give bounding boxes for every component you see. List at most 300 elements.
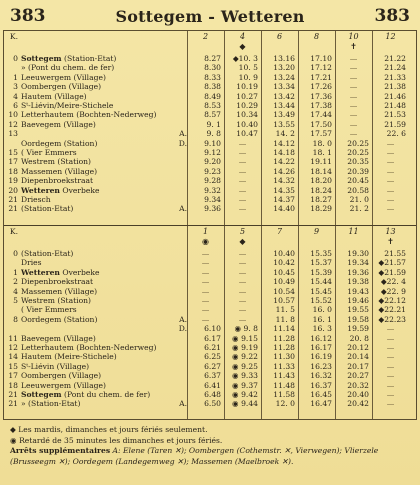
departure-time: — bbox=[386, 138, 395, 148]
km-value: 6 bbox=[13, 101, 18, 110]
departure-time: 18.27 bbox=[310, 195, 332, 204]
departure-time: 8.57 bbox=[204, 110, 221, 120]
train-mark bbox=[338, 237, 369, 247]
departure-time: 11.14 bbox=[273, 324, 295, 334]
departure-time: 11.33 bbox=[273, 361, 295, 371]
train-number-header: 7 bbox=[276, 227, 283, 236]
km-value: 14 bbox=[8, 352, 18, 362]
departure-time: 19.58 bbox=[347, 314, 369, 324]
departure-time: ◆21.59 bbox=[378, 267, 406, 277]
departure-time: 16.37 bbox=[310, 380, 332, 390]
departure-time: 19.55 bbox=[347, 305, 369, 315]
arrival-departure-mark: A. bbox=[179, 204, 187, 214]
departure-time: ◉ 9.44 bbox=[232, 399, 258, 409]
departure-time: ◉ 9.37 bbox=[232, 380, 258, 390]
train-mark bbox=[264, 237, 295, 247]
departure-time: — bbox=[386, 399, 395, 409]
departure-time: 6.21 bbox=[204, 343, 221, 352]
departure-time: 14.37 bbox=[273, 195, 295, 204]
departure-time: 10.45 bbox=[273, 267, 295, 277]
departure-time: — bbox=[238, 204, 247, 214]
station-name: Oombergen (Village) bbox=[21, 372, 102, 381]
line-number-right: 383 bbox=[374, 6, 410, 26]
train-mark: ✝ bbox=[350, 42, 357, 51]
section-divider bbox=[4, 225, 416, 226]
departure-time: — bbox=[349, 54, 358, 63]
departure-time: — bbox=[238, 185, 247, 195]
timetable-row bbox=[4, 83, 416, 92]
departure-time: 21.55 bbox=[384, 249, 406, 258]
departure-time: 11.28 bbox=[273, 333, 295, 343]
departure-time: ◆22. 9 bbox=[380, 286, 406, 296]
train-number-header: 6 bbox=[276, 32, 283, 41]
departure-time: 15.35 bbox=[310, 249, 332, 258]
departure-time: 21.48 bbox=[384, 101, 406, 110]
departure-time: — bbox=[238, 305, 247, 315]
departure-time: 14. 2 bbox=[275, 129, 295, 139]
km-value: 5 bbox=[13, 296, 18, 305]
arrival-departure-mark: A. bbox=[179, 314, 187, 324]
km-value: 18 bbox=[8, 380, 18, 390]
departure-time: 17.50 bbox=[310, 119, 332, 129]
departure-time: 17.44 bbox=[310, 110, 332, 120]
departure-time: 19.46 bbox=[347, 296, 369, 305]
departure-time: — bbox=[349, 110, 358, 120]
departure-time: 12. 0 bbox=[275, 399, 295, 409]
departure-time: ◆10. 3 bbox=[232, 54, 258, 63]
train-number-header: 8 bbox=[313, 32, 320, 41]
departure-time: 17.10 bbox=[310, 54, 332, 63]
km-value: 17 bbox=[8, 371, 18, 381]
station-name: Wetteren Overbeke bbox=[21, 186, 100, 195]
km-value: 1 bbox=[13, 267, 18, 277]
train-mark bbox=[301, 237, 332, 247]
departure-time: 20.35 bbox=[347, 157, 369, 167]
station-name: Westrem (Station) bbox=[21, 297, 92, 305]
departure-time: 11.58 bbox=[273, 390, 295, 399]
timetable-row bbox=[4, 158, 416, 167]
departure-time: 15.52 bbox=[310, 296, 332, 305]
departure-time: 11.28 bbox=[273, 343, 295, 352]
departure-time: — bbox=[386, 343, 395, 352]
departure-time: 6.10 bbox=[204, 324, 221, 334]
station-name: Sottegem (Station-Etat) bbox=[21, 55, 117, 63]
departure-time: 9.32 bbox=[204, 185, 221, 195]
departure-time: 17.21 bbox=[310, 72, 332, 82]
km-value: 11 bbox=[8, 333, 18, 343]
departure-time: 16. 0 bbox=[312, 305, 332, 315]
departure-time: — bbox=[386, 324, 395, 334]
km-header: K. bbox=[9, 227, 18, 236]
station-name: Baevegem (Village) bbox=[21, 334, 96, 343]
departure-time: 13.55 bbox=[273, 119, 295, 129]
departure-time: 21.33 bbox=[384, 72, 406, 82]
departure-time: — bbox=[238, 267, 247, 277]
departure-time: ◆22.23 bbox=[378, 314, 406, 324]
timetable-row bbox=[4, 400, 416, 409]
km-value: 10 bbox=[8, 110, 18, 120]
departure-time: 19.30 bbox=[347, 249, 369, 258]
departure-time: 9.10 bbox=[204, 138, 221, 148]
departure-time: 21.24 bbox=[384, 63, 406, 73]
km-value: 21 bbox=[8, 195, 18, 204]
station-name: Diepenbroekstraat bbox=[21, 177, 94, 186]
train-number-header: 1 bbox=[202, 227, 209, 236]
departure-time: 20.27 bbox=[347, 371, 369, 381]
station-name: Sᵗ-Liévin (Village) bbox=[21, 362, 90, 371]
departure-time: ◉ 9.15 bbox=[232, 333, 258, 343]
departure-time: 20.17 bbox=[347, 361, 369, 371]
station-name: Dries bbox=[21, 259, 42, 268]
departure-time: 17.12 bbox=[310, 63, 332, 73]
departure-time: 20.45 bbox=[347, 176, 369, 186]
departure-time: — bbox=[386, 390, 395, 399]
departure-time: 13.16 bbox=[273, 54, 295, 63]
train-mark: ◆ bbox=[239, 42, 246, 51]
departure-time: ◆22. 4 bbox=[380, 277, 406, 287]
departure-time: 6.41 bbox=[204, 380, 221, 390]
station-name: » (Station-Etat) bbox=[21, 400, 81, 409]
departure-time: 11. 5 bbox=[275, 305, 295, 315]
departure-time: 22. 6 bbox=[386, 129, 406, 139]
station-name: Wetteren Overbeke bbox=[21, 268, 100, 277]
km-value: 18 bbox=[8, 166, 18, 176]
departure-time: — bbox=[386, 371, 395, 381]
station-name: Massemen (Village) bbox=[21, 287, 98, 296]
km-value: 21 bbox=[8, 204, 18, 214]
train-mark bbox=[375, 42, 406, 52]
departure-time: ◆22.21 bbox=[378, 305, 406, 315]
departure-time: — bbox=[349, 82, 358, 92]
departure-time: 20.32 bbox=[347, 380, 369, 390]
departure-time: 14.35 bbox=[273, 185, 295, 195]
station-name: Leeuwergem (Village) bbox=[21, 381, 106, 390]
departure-time: 10.49 bbox=[273, 277, 295, 287]
departure-time: 20.14 bbox=[347, 352, 369, 362]
timetable-row bbox=[4, 64, 416, 73]
km-value: 4 bbox=[13, 286, 18, 296]
departure-time: ◉ 9.42 bbox=[232, 390, 258, 399]
train-number-header: 10 bbox=[348, 32, 359, 41]
departure-time: 10.47 bbox=[236, 129, 258, 139]
departure-time: — bbox=[349, 91, 358, 101]
departure-time: 20.58 bbox=[347, 185, 369, 195]
km-value: 3 bbox=[13, 82, 18, 92]
departure-time: 10. 9 bbox=[238, 72, 258, 82]
departure-time: 13.44 bbox=[273, 101, 295, 110]
train-number-header: 12 bbox=[385, 32, 396, 41]
departure-time: 8.49 bbox=[204, 91, 221, 101]
departure-time: ◉ 9.19 bbox=[232, 343, 258, 352]
km-value: 19 bbox=[8, 176, 18, 186]
departure-time: 21. 0 bbox=[349, 195, 369, 204]
departure-time: 10.34 bbox=[236, 110, 258, 120]
station-name: Oombergen (Village) bbox=[21, 83, 102, 92]
departure-time: 16.32 bbox=[310, 371, 332, 381]
timetable-row bbox=[4, 325, 416, 334]
departure-time: ◉ 9.22 bbox=[232, 352, 258, 362]
station-name: Hautem (Meire-Stichele) bbox=[21, 353, 117, 362]
departure-time: 20.25 bbox=[347, 148, 369, 157]
departure-time: 11.48 bbox=[273, 380, 295, 390]
train-mark bbox=[301, 42, 332, 52]
km-value: 13 bbox=[8, 129, 18, 139]
km-value: 2 bbox=[13, 277, 18, 287]
departure-time: 15.37 bbox=[310, 258, 332, 268]
departure-time: 6.17 bbox=[204, 333, 221, 343]
departure-time: 14.26 bbox=[273, 166, 295, 176]
timetable-grid bbox=[3, 30, 417, 420]
train-mark bbox=[190, 42, 221, 52]
train-mark: ◆ bbox=[239, 237, 246, 246]
departure-time: 18.29 bbox=[310, 204, 332, 214]
station-name: Baevegem (Village) bbox=[21, 120, 96, 129]
station-name: (Station-Etat) bbox=[21, 205, 74, 214]
departure-time: 13.42 bbox=[273, 91, 295, 101]
departure-time: 11.30 bbox=[273, 352, 295, 362]
departure-time: 21. 2 bbox=[349, 204, 369, 214]
departure-time: 6.25 bbox=[204, 352, 221, 362]
departure-time: — bbox=[238, 258, 247, 268]
departure-time: ◉ 9.25 bbox=[232, 361, 258, 371]
departure-time: 20.12 bbox=[347, 343, 369, 352]
departure-time: 16.47 bbox=[310, 399, 332, 409]
departure-time: 6.37 bbox=[204, 371, 221, 381]
departure-time: 9.20 bbox=[204, 157, 221, 167]
departure-time: 10.40 bbox=[273, 249, 295, 258]
departure-time: — bbox=[386, 380, 395, 390]
timetable-row bbox=[4, 278, 416, 287]
km-value: 17 bbox=[8, 157, 18, 167]
departure-time: — bbox=[201, 258, 210, 268]
departure-time: 21.46 bbox=[384, 91, 406, 101]
station-name: Leeuwergem (Village) bbox=[21, 73, 106, 82]
km-value: 21 bbox=[8, 399, 18, 409]
departure-time: 13.49 bbox=[273, 110, 295, 120]
departure-time: — bbox=[349, 101, 358, 110]
arrival-departure-mark: D. bbox=[178, 324, 187, 334]
departure-time: 19.38 bbox=[347, 277, 369, 287]
route-title: Sottegem - Wetteren bbox=[115, 7, 305, 26]
departure-time: — bbox=[238, 249, 247, 258]
departure-time: — bbox=[386, 148, 395, 157]
station-name: Westrem (Station) bbox=[21, 158, 92, 167]
departure-time: 13.24 bbox=[273, 72, 295, 82]
departure-time: — bbox=[238, 277, 247, 287]
km-value: 15 bbox=[8, 361, 18, 371]
timetable-row bbox=[4, 353, 416, 362]
station-name: ( Vier Emmers bbox=[21, 306, 77, 315]
station-name: Sᵗ-Liévin/Meire-Stichele bbox=[21, 102, 114, 110]
arrival-departure-mark: A. bbox=[179, 399, 187, 409]
departure-time: ◆21.57 bbox=[378, 258, 406, 268]
station-name: Hautem (Village) bbox=[21, 92, 87, 101]
departure-time: — bbox=[238, 176, 247, 186]
footnote-1: ◆ Les mardis, dimanches et jours fériés seulement. bbox=[10, 425, 208, 434]
departure-time: 16.23 bbox=[310, 361, 332, 371]
departure-time: 21.22 bbox=[384, 54, 406, 63]
departure-time: 9.34 bbox=[204, 195, 221, 204]
departure-time: 20.39 bbox=[347, 166, 369, 176]
departure-time: 19.59 bbox=[347, 324, 369, 334]
train-mark: ◉ bbox=[202, 237, 209, 246]
departure-time: 11. 8 bbox=[275, 314, 295, 324]
departure-time: 9. 1 bbox=[206, 119, 221, 129]
departure-time: ◉ 9. 8 bbox=[234, 324, 258, 334]
departure-time: — bbox=[386, 352, 395, 362]
departure-time: 11.43 bbox=[273, 371, 295, 381]
timetable-row bbox=[4, 177, 416, 186]
departure-time: 9.12 bbox=[204, 148, 221, 157]
departure-time: 18. 0 bbox=[312, 138, 332, 148]
timetable-row bbox=[4, 259, 416, 268]
departure-time: 10. 5 bbox=[238, 63, 258, 73]
footnote-2: ◉ Retardé de 35 minutes les dimanches et jours fériés. bbox=[10, 435, 223, 445]
footnotes bbox=[10, 425, 415, 467]
departure-time: 9.36 bbox=[204, 204, 221, 214]
departure-time: 8.53 bbox=[204, 101, 221, 110]
departure-time: 17.57 bbox=[310, 129, 332, 139]
km-value: 1 bbox=[13, 72, 18, 82]
km-header: K. bbox=[9, 32, 18, 41]
departure-time: 8.33 bbox=[204, 72, 221, 82]
station-name: Oordegem (Station) bbox=[21, 315, 98, 324]
departure-time: — bbox=[201, 305, 210, 315]
departure-time: — bbox=[386, 204, 395, 214]
km-value: 12 bbox=[8, 119, 18, 129]
departure-time: 14.18 bbox=[273, 148, 295, 157]
departure-time: — bbox=[386, 185, 395, 195]
departure-time: — bbox=[238, 195, 247, 204]
km-value: 21 bbox=[8, 390, 18, 399]
departure-time: 17.36 bbox=[310, 91, 332, 101]
departure-time: 17.38 bbox=[310, 101, 332, 110]
departure-time: 14.32 bbox=[273, 176, 295, 186]
timetable-row bbox=[4, 130, 416, 139]
departure-time: 10.27 bbox=[236, 91, 258, 101]
departure-time: 10.57 bbox=[273, 296, 295, 305]
timetable-row bbox=[4, 306, 416, 315]
km-value: 12 bbox=[8, 343, 18, 352]
departure-time: 16.45 bbox=[310, 390, 332, 399]
departure-time: — bbox=[349, 72, 358, 82]
station-name: ( Vier Emmers bbox=[21, 149, 77, 157]
departure-time: 20. 8 bbox=[349, 333, 369, 343]
train-number-header: 13 bbox=[385, 227, 396, 236]
departure-time: 21.53 bbox=[384, 110, 406, 120]
km-value: 15 bbox=[8, 148, 18, 157]
arrival-departure-mark: D. bbox=[178, 138, 187, 148]
departure-time: — bbox=[238, 148, 247, 157]
departure-time: 13.34 bbox=[273, 82, 295, 92]
km-value: 4 bbox=[13, 91, 18, 101]
station-name: Oordegem (Station) bbox=[21, 139, 98, 148]
departure-time: — bbox=[201, 267, 210, 277]
station-name: (Station-Etat) bbox=[21, 250, 74, 258]
departure-time: — bbox=[238, 286, 247, 296]
departure-time: 20.40 bbox=[347, 390, 369, 399]
departure-time: 14.22 bbox=[273, 157, 295, 167]
departure-time: 9.23 bbox=[204, 166, 221, 176]
departure-time: 16. 1 bbox=[312, 314, 332, 324]
departure-time: — bbox=[349, 129, 358, 139]
timetable-header bbox=[0, 6, 420, 30]
arrival-departure-mark: A. bbox=[179, 129, 187, 139]
departure-time: 16.19 bbox=[310, 352, 332, 362]
timetable-row bbox=[4, 372, 416, 381]
departure-time: 19.11 bbox=[310, 157, 332, 167]
station-name: Massemen (Village) bbox=[21, 167, 98, 176]
departure-time: 20.25 bbox=[347, 138, 369, 148]
station-name: Letterhautem (Bochten-Nederweg) bbox=[21, 111, 157, 120]
departure-time: — bbox=[238, 314, 247, 324]
departure-time: — bbox=[238, 166, 247, 176]
departure-time: — bbox=[238, 296, 247, 305]
departure-time: 8.38 bbox=[204, 82, 221, 92]
extra-stops: Arrêts supplémentaires A: Elene (Taren ✕); Oombergen (Cothemstr. ✕, Vierwegen); Vlierzele (Brusseegm ✕); Oordegem (Landegemweg ✕); Massemen (Maelbroek ✕). bbox=[10, 446, 379, 466]
departure-time: 6.27 bbox=[204, 361, 221, 371]
departure-time: 19.43 bbox=[347, 286, 369, 296]
km-value: 20 bbox=[8, 185, 18, 195]
departure-time: 10.54 bbox=[273, 286, 295, 296]
departure-time: — bbox=[349, 63, 358, 73]
departure-time: — bbox=[201, 286, 210, 296]
departure-time: 10.19 bbox=[236, 82, 258, 92]
km-value: 0 bbox=[13, 249, 18, 258]
departure-time: 19.36 bbox=[347, 267, 369, 277]
departure-time: 6.48 bbox=[204, 390, 221, 399]
departure-time: 9. 8 bbox=[206, 129, 221, 139]
km-value: 0 bbox=[13, 54, 18, 63]
train-number-header: 2 bbox=[202, 32, 209, 41]
departure-time: 17.26 bbox=[310, 82, 332, 92]
departure-time: — bbox=[386, 333, 395, 343]
departure-time: 15.39 bbox=[310, 267, 332, 277]
departure-time: — bbox=[201, 296, 210, 305]
timetable-row bbox=[4, 111, 416, 120]
train-number-header: 4 bbox=[239, 32, 246, 41]
departure-time: 10.40 bbox=[236, 119, 258, 129]
departure-time: ◆22.12 bbox=[378, 296, 406, 305]
departure-time: 8.27 bbox=[204, 54, 221, 63]
departure-time: 20.42 bbox=[347, 399, 369, 409]
departure-time: 19.34 bbox=[347, 258, 369, 268]
train-mark: ✝ bbox=[387, 237, 394, 246]
train-mark bbox=[264, 42, 295, 52]
departure-time: 18.20 bbox=[310, 176, 332, 186]
departure-time: — bbox=[201, 314, 210, 324]
train-number-header: 5 bbox=[239, 227, 246, 236]
departure-time: 21.59 bbox=[384, 119, 406, 129]
departure-time: — bbox=[386, 176, 395, 186]
station-name: Diepenbroekstraat bbox=[21, 278, 94, 287]
departure-time: — bbox=[386, 361, 395, 371]
station-name: » (Pont du chem. de fer) bbox=[21, 64, 115, 73]
station-name: Driesch bbox=[21, 196, 51, 204]
station-name: Sottegem (Pont du chem. de fer) bbox=[21, 391, 151, 399]
train-number-header: 11 bbox=[348, 227, 359, 236]
departure-time: 21.38 bbox=[384, 82, 406, 92]
departure-time: — bbox=[386, 195, 395, 204]
departure-time: 10.42 bbox=[273, 258, 295, 268]
timetable-row bbox=[4, 205, 416, 214]
departure-time: — bbox=[238, 138, 247, 148]
departure-time: 14.40 bbox=[273, 204, 295, 214]
departure-time: — bbox=[201, 277, 210, 287]
departure-time: 15.44 bbox=[310, 277, 332, 287]
station-name: Letterhautem (Bochten-Nederweg) bbox=[21, 344, 157, 352]
departure-time: 9.28 bbox=[204, 176, 221, 186]
